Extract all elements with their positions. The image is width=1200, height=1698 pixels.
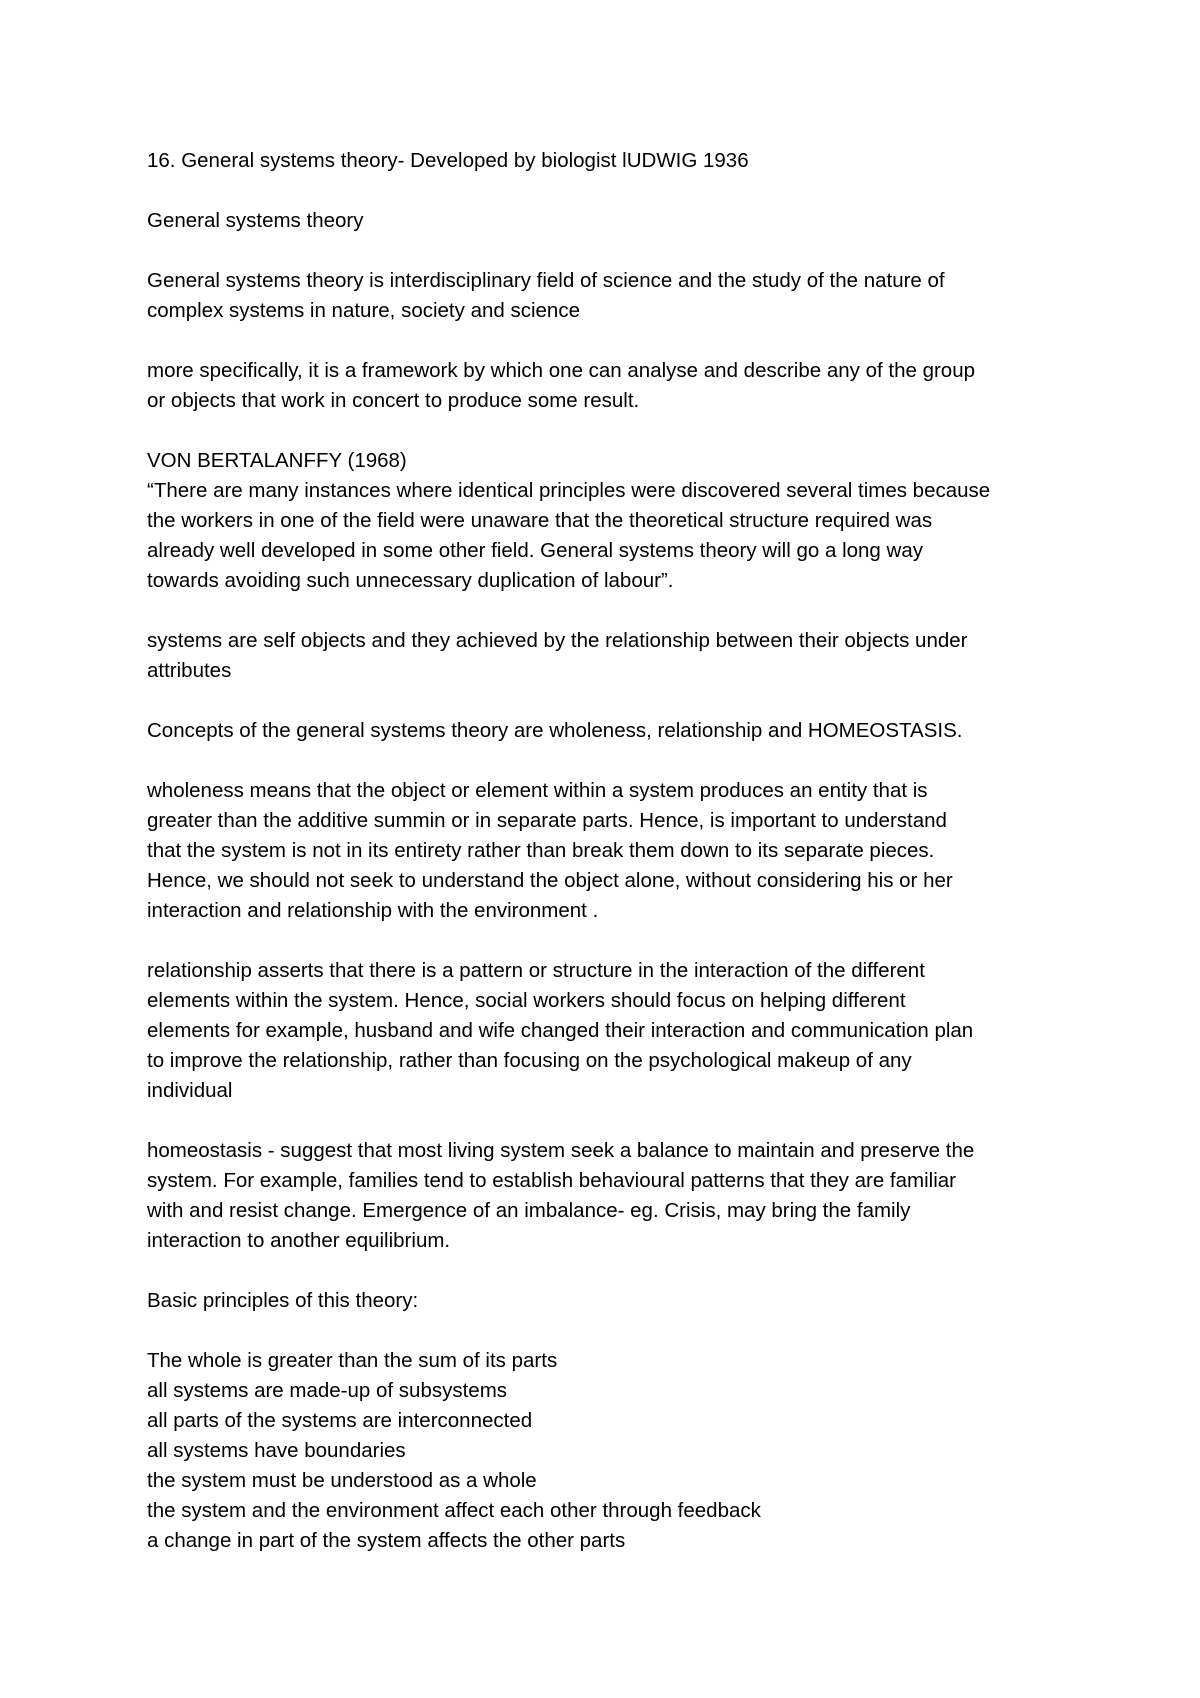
paragraph-line: interaction to another equilibrium. (147, 1229, 451, 1252)
list-item: all systems are made-up of subsystems (147, 1379, 508, 1402)
document-heading: 16. General systems theory- Developed by biologist lUDWIG 1936 (147, 149, 749, 172)
paragraph-line: with and resist change. Emergence of an imbalance- eg. Crisis, may bring the family (147, 1199, 911, 1222)
paragraph-line: systems are self objects and they achieved by the relationship between their objects under (147, 629, 968, 652)
paragraph-line: that the system is not in its entirety rather than break them down to its separate pieces. (147, 839, 935, 862)
list-item: all systems have boundaries (147, 1439, 406, 1462)
quote-line: towards avoiding such unnecessary duplication of labour”. (147, 569, 674, 592)
paragraph-line: homeostasis - suggest that most living system seek a balance to maintain and preserve the (147, 1139, 975, 1162)
paragraph-line: individual (147, 1079, 233, 1102)
quote-line: the workers in one of the field were unaware that the theoretical structure required was (147, 509, 933, 532)
subheading: General systems theory (147, 209, 364, 232)
paragraph-line: wholeness means that the object or element within a system produces an entity that is (147, 779, 928, 802)
paragraph-line: attributes (147, 659, 232, 682)
paragraph-self-objects (147, 626, 1087, 686)
list-item: a change in part of the system affects the other parts (147, 1529, 626, 1552)
paragraph-line: complex systems in nature, society and science (147, 299, 580, 322)
list-item: The whole is greater than the sum of its parts (147, 1349, 558, 1372)
paragraph-wholeness (147, 776, 1087, 926)
list-item: the system and the environment affect each other through feedback (147, 1499, 761, 1522)
document-page (147, 146, 1087, 1556)
paragraph-line: elements within the system. Hence, social workers should focus on helping different (147, 989, 906, 1012)
paragraph-line: greater than the additive summin or in separate parts. Hence, is important to understand (147, 809, 947, 832)
quote-line: “There are many instances where identical principles were discovered several times because (147, 479, 991, 502)
paragraph-line: more specifically, it is a framework by which one can analyse and describe any of the group (147, 359, 976, 382)
list-item: the system must be understood as a whole (147, 1469, 537, 1492)
principles-list (147, 1346, 1087, 1556)
list-item: all parts of the systems are interconnected (147, 1409, 533, 1432)
paragraph-framework (147, 356, 1087, 416)
paragraph-line: elements for example, husband and wife changed their interaction and communication plan (147, 1019, 974, 1042)
paragraph-homeostasis (147, 1136, 1087, 1256)
concepts-paragraph: Concepts of the general systems theory are wholeness, relationship and HOMEOSTASIS. (147, 719, 963, 742)
quote-author: VON BERTALANFFY (1968) (147, 449, 407, 472)
paragraph-line: relationship asserts that there is a pattern or structure in the interaction of the different (147, 959, 925, 982)
paragraph-line: Hence, we should not seek to understand the object alone, without considering his or her (147, 869, 953, 892)
paragraph-relationship (147, 956, 1087, 1106)
paragraph-line: General systems theory is interdisciplinary field of science and the study of the nature of (147, 269, 945, 292)
paragraph-line: to improve the relationship, rather than focusing on the psychological makeup of any (147, 1049, 912, 1072)
paragraph-line: or objects that work in concert to produce some result. (147, 389, 640, 412)
paragraph-line: interaction and relationship with the environment . (147, 899, 599, 922)
principles-heading: Basic principles of this theory: (147, 1289, 419, 1312)
paragraph-definition (147, 266, 1087, 326)
paragraph-line: system. For example, families tend to establish behavioural patterns that they are familiar (147, 1169, 956, 1192)
quote-block (147, 446, 1087, 596)
quote-line: already well developed in some other field. General systems theory will go a long way (147, 539, 923, 562)
